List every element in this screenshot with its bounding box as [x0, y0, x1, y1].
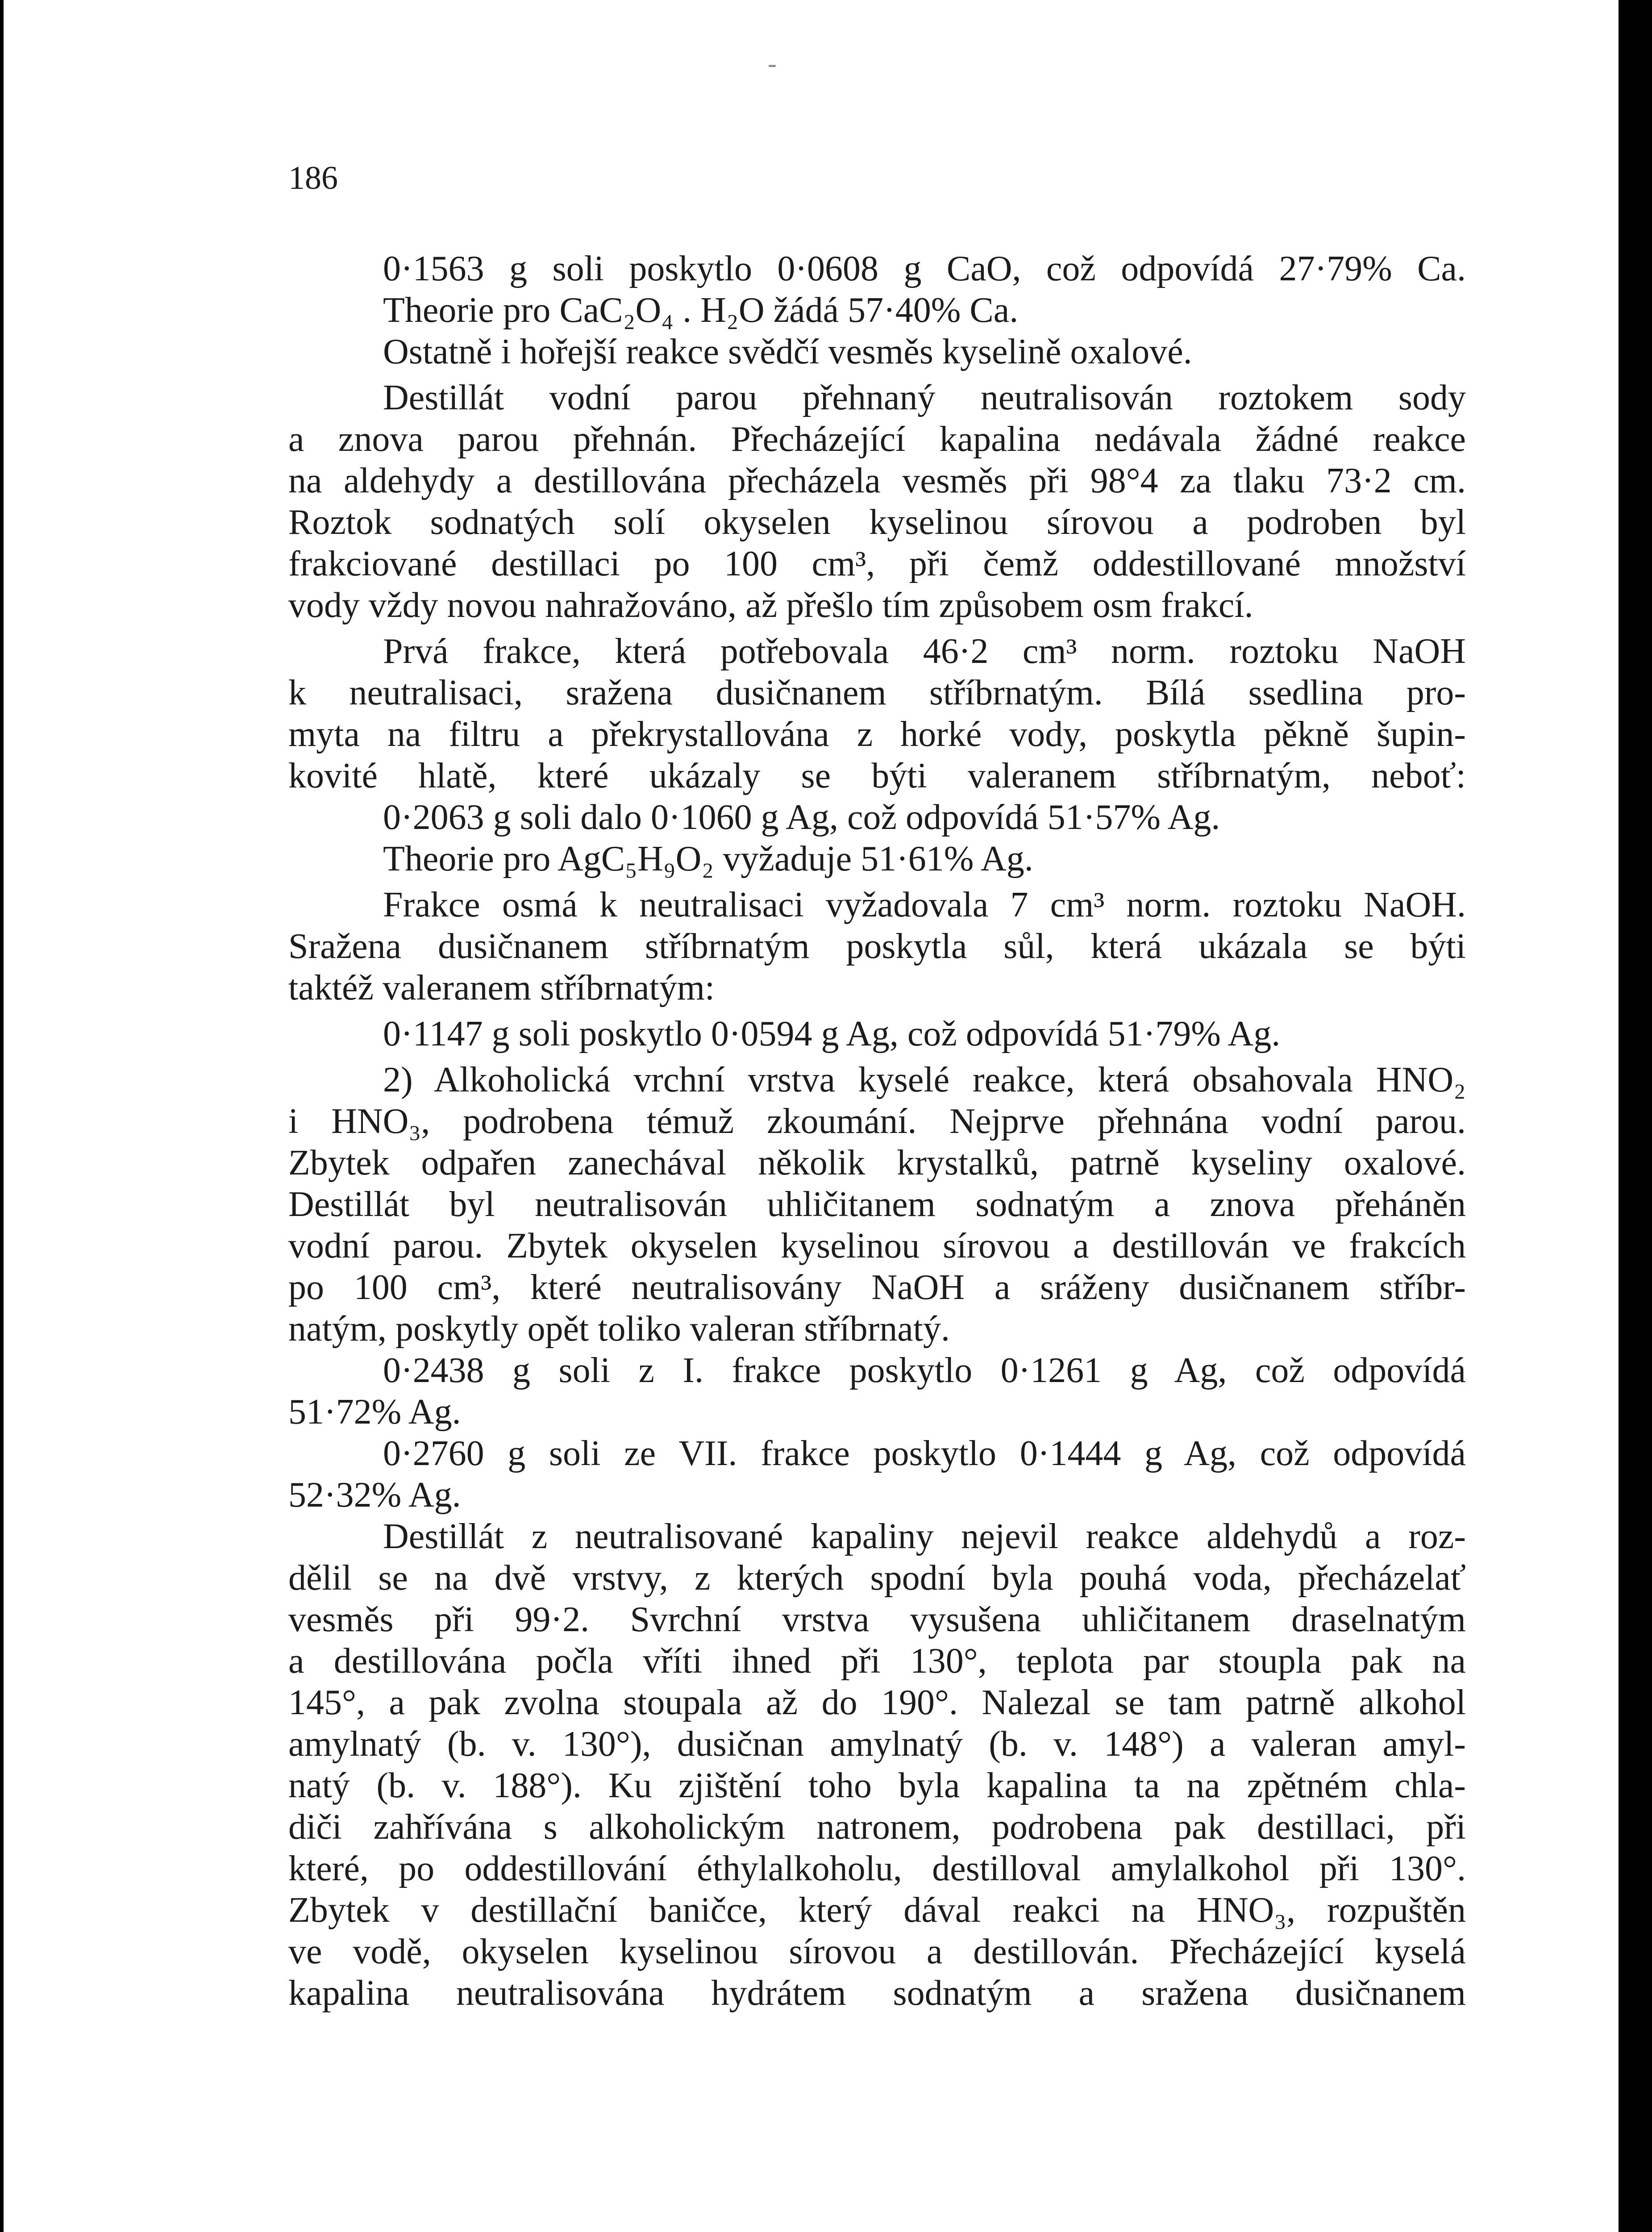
text-line: 52·32% Ag.: [288, 1475, 461, 1515]
text-line: po 100 cm³, které neutralisovány NaOH a sráženy dusičnanem stříbr-: [288, 1268, 1466, 1307]
scan-edge-left: [0, 0, 4, 2232]
text-line: myta na filtru a překrystallována z horké vody, poskytla pěkně šupin-: [288, 715, 1466, 754]
text-line: Theorie pro CaC₂O₄ . H₂O žádá 57·40% Ca.: [383, 291, 1019, 330]
paragraph-gap: [288, 373, 1466, 377]
text-line: 0·2760 g soli ze VII. frakce poskytlo 0·1444 g Ag, což odpovídá: [383, 1434, 1466, 1473]
text-line: Roztok sodnatých solí okyselen kyselinou sírovou a podroben byl: [288, 503, 1466, 542]
text-line: amylnatý (b. v. 130°), dusičnan amylnatý (b. v. 148°) a valeran amyl-: [288, 1724, 1466, 1764]
text-line: taktéž valeranem stříbrnatým:: [288, 968, 715, 1008]
body-text: [288, 248, 1466, 2014]
text-line: 2) Alkoholická vrchní vrstva kyselé reakce, která obsahovala HNO₂: [383, 1060, 1466, 1099]
text-line: 0·1147 g soli poskytlo 0·0594 g Ag, což odpovídá 51·79% Ag.: [383, 1014, 1281, 1054]
text-line: vodní parou. Zbytek okyselen kyselinou sírovou a destillován ve frakcích: [288, 1226, 1466, 1266]
text-line: frakciované destillaci po 100 cm³, při čemž oddestillované množství: [288, 544, 1466, 583]
text-line: 51·72% Ag.: [288, 1392, 461, 1432]
text-line: Destillát vodní parou přehnaný neutralisován roztokem sody: [383, 378, 1466, 417]
text-line: Destillát byl neutralisován uhličitanem sodnatým a znova přeháněn: [288, 1185, 1466, 1224]
text-line: Zbytek v destillační baničce, který dával reakci na HNO₃, rozpuštěn: [288, 1891, 1466, 1930]
text-line: kapalina neutralisována hydrátem sodnatým a sražena dusičnanem: [288, 1974, 1466, 2013]
paragraph-gap: [288, 1009, 1466, 1013]
text-line: vody vždy novou nahražováno, až přešlo tím způsobem osm frakcí.: [288, 586, 1253, 625]
text-line: natým, poskytly opět toliko valeran stříbrnatý.: [288, 1309, 950, 1349]
text-line: kovité hlatě, které ukázaly se býti valeranem stříbrnatým, neboť:: [288, 756, 1466, 795]
text-line: 0·2438 g soli z I. frakce poskytlo 0·1261 g Ag, což odpovídá: [383, 1351, 1466, 1390]
text-line: Destillát z neutralisované kapaliny nejevil reakce aldehydů a roz-: [383, 1517, 1466, 1556]
text-line: Prvá frakce, která potřebovala 46·2 cm³ norm. roztoku NaOH: [383, 632, 1466, 671]
text-line: 145°, a pak zvolna stoupala až do 190°. Nalezal se tam patrně alkohol: [288, 1683, 1466, 1722]
page-number: 186: [288, 160, 338, 196]
text-line: ve vodě, okyselen kyselinou sírovou a destillován. Přecházející kyselá: [288, 1932, 1466, 1971]
text-line: natý (b. v. 188°). Ku zjištění toho byla kapalina ta na zpětném chla-: [288, 1766, 1466, 1805]
paragraph-gap: [288, 880, 1466, 884]
text-line: dělil se na dvě vrstvy, z kterých spodní byla pouhá voda, přecházelať: [288, 1558, 1466, 1598]
scan-dust-mark: -: [768, 49, 777, 78]
text-line: vesměs při 99·2. Svrchní vrstva vysušena uhličitanem draselnatým: [288, 1600, 1466, 1639]
text-line: i HNO₃, podrobena témuž zkoumání. Nejprve přehnána vodní parou.: [288, 1102, 1466, 1141]
text-line: Ostatně i hořejší reakce svědčí vesměs kyselině oxalové.: [383, 332, 1192, 371]
text-line: které, po oddestillování éthylalkoholu, destilloval amylalkohol při 130°.: [288, 1849, 1466, 1888]
text-line: Sražena dusičnanem stříbrnatým poskytla sůl, která ukázala se býti: [288, 927, 1466, 966]
paragraph-gap: [288, 626, 1466, 631]
text-line: Frakce osmá k neutralisaci vyžadovala 7 cm³ norm. roztoku NaOH.: [383, 885, 1466, 924]
text-line: Theorie pro AgC₅H₉O₂ vyžaduje 51·61% Ag.: [383, 839, 1033, 879]
text-line: Zbytek odpařen zanechával několik krystalků, patrně kyseliny oxalové.: [288, 1143, 1466, 1183]
text-line: 0·2063 g soli dalo 0·1060 g Ag, což odpovídá 51·57% Ag.: [383, 798, 1220, 837]
text-line: na aldehydy a destillována přecházela vesměs při 98°4 za tlaku 73·2 cm.: [288, 461, 1466, 500]
text-line: k neutralisaci, sražena dusičnanem stříbrnatým. Bílá ssedlina pro-: [288, 673, 1466, 712]
text-line: a destillována počla vříti ihned při 130°, teplota par stoupla pak na: [288, 1641, 1466, 1681]
scan-edge-right: [1619, 0, 1652, 2232]
text-line: diči zahřívána s alkoholickým natronem, podrobena pak destillaci, při: [288, 1807, 1466, 1847]
paragraph-gap: [288, 1055, 1466, 1059]
text-line: 0·1563 g soli poskytlo 0·0608 g CaO, což odpovídá 27·79% Ca.: [383, 249, 1466, 288]
text-line: a znova parou přehnán. Přecházející kapalina nedávala žádné reakce: [288, 420, 1466, 459]
